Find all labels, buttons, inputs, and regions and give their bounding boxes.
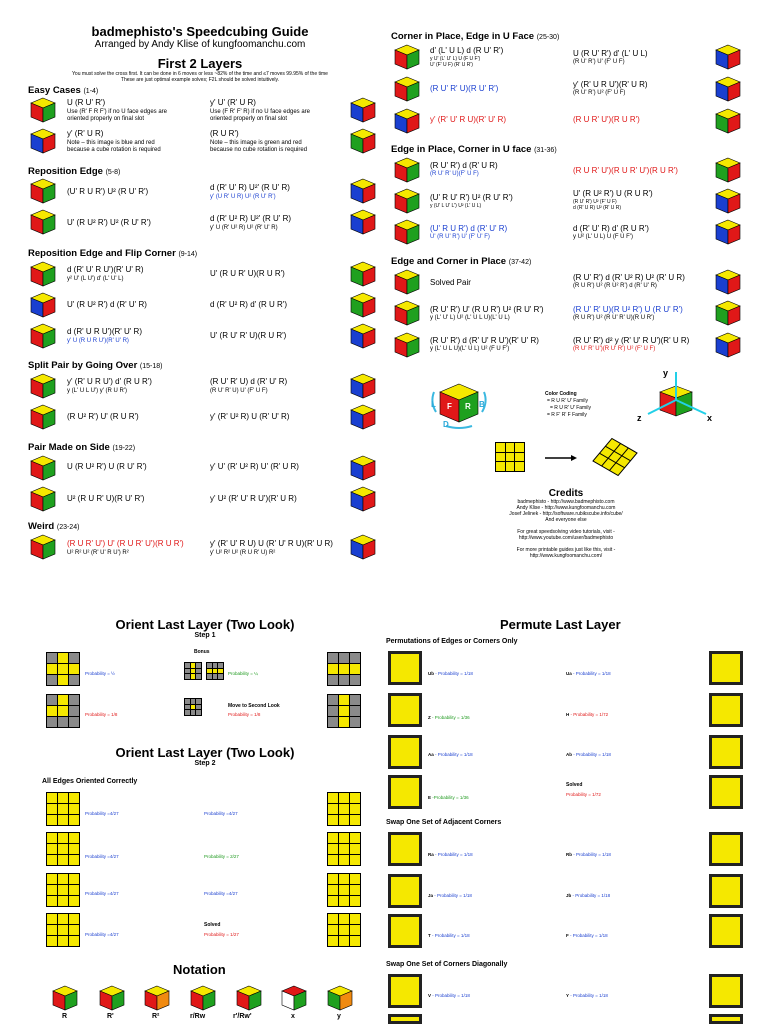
pll-e-diagram — [388, 775, 422, 809]
notation-rw-label: r/Rw — [190, 1013, 206, 1020]
guide-subtitle: Arranged by Andy Klise of kungfoomanchu.com — [94, 39, 306, 50]
f2l-case-23-cube-icon — [30, 534, 56, 560]
case-40-alg: (R U' R' U)(R U² R') U (R U' R') — [573, 305, 683, 314]
pll-ab-prob: - Probability = 1/18 — [573, 752, 611, 757]
pair-side-heading — [28, 442, 135, 453]
case-4-note-2: because no cube rotation is required — [210, 147, 308, 153]
pll-ua-row — [566, 671, 611, 676]
pll-rb-prob: - Probability = 1/18 — [573, 852, 611, 857]
pll-solved-diagram — [709, 775, 743, 809]
oll1-prob-2: Probability = ¼ — [228, 671, 258, 676]
pll-z-prob: - Probability = 1/36 — [432, 715, 470, 720]
f2l-case-26-cube-icon — [715, 44, 741, 70]
oll1-case-4-diagram — [327, 694, 361, 728]
pll-t-prob: - Probability = 1/18 — [432, 933, 470, 938]
case-16-alg: (R U' R' U) d (R' U' R) — [210, 377, 288, 386]
bonus-case-1-diagram — [184, 662, 202, 680]
case-34-alt-2: d (R' U R) U² (R' U R) — [573, 205, 622, 211]
pll-f-diagram — [709, 914, 743, 948]
f2l-case-27-cube-icon — [394, 76, 420, 102]
oll1-prob-1: Probability = ½ — [85, 671, 115, 676]
f2l-case-11-cube-icon — [30, 292, 56, 318]
f2l-case-40-cube-icon — [715, 300, 741, 326]
case-1-note-2: oriented properly on final slot — [67, 116, 145, 122]
case-26-alg: U (R U' R') d' (L' U L) — [573, 49, 648, 58]
f2l-case-2-cube-icon — [350, 97, 376, 123]
case-16-alt: (R U' R' U) U' (F' U F) — [210, 388, 268, 394]
pll-ra-diagram — [388, 832, 422, 866]
case-17-alg: (R U² R') U' (R U R') — [67, 412, 139, 421]
f2l-case-19-cube-icon — [30, 455, 56, 481]
case-5-alg: (U' R U R') U² (R U' R') — [67, 187, 149, 196]
pll-ua-diagram — [709, 651, 743, 685]
pll-ra-prob: - Probability = 1/18 — [435, 852, 473, 857]
heading-range: (5-8) — [105, 169, 121, 176]
case-36-alg: d (R' U' R) d' (R U R') — [573, 224, 649, 233]
case-7-alg: U' (R U² R') U² (R U' R') — [67, 218, 151, 227]
easy-cases-heading — [28, 85, 98, 96]
pll-h-row — [566, 712, 608, 717]
oll1-title: Orient Last Layer (Two Look) — [115, 617, 295, 632]
heading-range: (23-24) — [56, 524, 80, 531]
f2l-case-28-cube-icon — [715, 76, 741, 102]
pll-v-name: V — [428, 993, 432, 998]
oll2-prob-solved: Probability = 1/27 — [204, 932, 239, 937]
case-38-alt: (R U R') U² (R U² R') d (R' U' R) — [573, 283, 657, 289]
notation-r-cube-icon — [52, 985, 78, 1011]
f2l-case-14-cube-icon — [350, 323, 376, 349]
f2l-case-4-cube-icon — [350, 128, 376, 154]
oll2-prob-1: Probability =4/27 — [85, 811, 119, 816]
case-10-alg: U' (R U R' U)(R U R') — [210, 269, 285, 278]
corner-place-heading — [391, 31, 559, 42]
f2l-case-33-cube-icon — [394, 188, 420, 214]
oll2-prob-6: Probability =4/27 — [204, 891, 238, 896]
f2l-case-7-cube-icon — [30, 209, 56, 235]
face-r-label: R — [465, 402, 471, 411]
credit-josef: Josef Jelinek - http://software.rubikscube.info/cube/ — [509, 511, 623, 517]
pll-v-row — [428, 993, 470, 998]
pll-ub-row — [428, 671, 473, 676]
case-31-alt: (R U' R' U)(F' U F) — [430, 171, 479, 177]
pll-jb-diagram — [709, 874, 743, 908]
heading-text: Easy Cases — [28, 85, 81, 96]
heading-text: Edge in Place, Corner in U face — [391, 144, 532, 155]
right-arrow-icon — [545, 454, 577, 462]
heading-text: Reposition Edge and Flip Corner — [28, 248, 176, 259]
case-26-alt: (R U' R') U' (F' U F) — [573, 59, 625, 65]
oll1-step: Step 1 — [194, 632, 216, 639]
pll-ra-name: Ra — [428, 852, 434, 857]
pll-jb-row — [566, 893, 610, 898]
pll-z-diagram — [388, 693, 422, 727]
credit-guides-2: http://www.kungfoomanchu.com/ — [529, 553, 603, 559]
f2l-case-6-cube-icon — [350, 178, 376, 204]
f2l-case-22-cube-icon — [350, 486, 376, 512]
case-32-alg: (R U R' U')(R U R' U')(R U R') — [573, 166, 678, 175]
case-11-alg: U' (R U² R') d (R' U' R) — [67, 300, 147, 309]
case-2-alg: y' U' (R' U R) — [210, 98, 256, 107]
heading-text: Pair Made on Side — [28, 442, 110, 453]
case-13-alt: y' U (R U R U')(R' U' R) — [67, 338, 129, 344]
f2l-case-20-cube-icon — [350, 455, 376, 481]
notation-r-prime-cube-icon — [99, 985, 125, 1011]
weird-heading — [28, 521, 79, 532]
oll1-case-3-diagram — [46, 694, 80, 728]
f2l-case-9-cube-icon — [30, 261, 56, 287]
pll-f-name: F — [566, 933, 569, 938]
pll-y-row — [566, 993, 608, 998]
f2l-case-15-cube-icon — [30, 373, 56, 399]
pll-jb-name: Jb — [566, 893, 572, 898]
case-42-alg: (R U' R') d² y (R' U' R U')(R' U R) — [573, 336, 690, 345]
case-6-alg: d (R' U' R) U²' (R U' R) — [210, 183, 290, 192]
pll-rb-diagram — [709, 832, 743, 866]
case-28-alg: y' (R' U R U')(R' U R) — [573, 80, 648, 89]
reposition-flip-heading — [28, 248, 197, 259]
heading-range: (25-30) — [536, 34, 560, 41]
heading-range: (15-18) — [139, 363, 163, 370]
case-41-alg: (R U' R') d (R' U' R U')(R' U' R) — [430, 336, 539, 345]
f2l-case-35-cube-icon — [394, 219, 420, 245]
case-21-alg: U² (R U R' U)(R U' R') — [67, 494, 145, 503]
guide-title: badmephisto's Speedcubing Guide — [91, 24, 309, 39]
oll2-solved-label: Solved — [204, 922, 221, 928]
case-20-alg: y' U' (R' U² R) U' (R' U R) — [210, 462, 299, 471]
case-41-alt: y (L' U L U)(L' U L) U² (F U F') — [430, 346, 510, 352]
case-4-alg: (R U R') — [210, 129, 239, 138]
oll2-sune-diagram — [46, 792, 80, 826]
heading-text: Split Pair by Going Over — [28, 360, 138, 371]
color-coding-title: Color Coding — [545, 391, 577, 397]
oll2-h-diagram — [46, 832, 80, 866]
case-9-alg: d (R' U' R U')(R' U' R) — [67, 265, 144, 274]
notation-x-label: x — [291, 1013, 295, 1020]
face-l-label: L — [431, 400, 436, 409]
oll1-case-2-diagram — [327, 652, 361, 686]
axis-y-label: y — [663, 368, 669, 378]
credits-block — [480, 488, 652, 559]
f2l-case-8-cube-icon — [350, 209, 376, 235]
pll-title: Permute Last Layer — [500, 617, 621, 632]
pll-ab-name: Ab — [566, 752, 572, 757]
case-3-note-1: Note – this image is blue and red — [67, 140, 155, 146]
pll-aa-diagram — [388, 735, 422, 769]
face-f-label: F — [447, 402, 452, 411]
case-3-alg: y' (R' U R) — [67, 129, 104, 138]
pll-aa-name: Aa — [428, 752, 434, 757]
pll-y-diagram — [709, 974, 743, 1008]
case-36-alt: y U² (L' U L) U (F U F') — [573, 234, 633, 240]
f2l-case-39-cube-icon — [394, 300, 420, 326]
bonus-label: Bonus — [194, 649, 210, 655]
f2l-case-38-cube-icon — [715, 269, 741, 295]
notation-r-prime-label: R' — [107, 1013, 114, 1020]
case-38-alg: (R U' R') d (R' U² R) U² (R' U R) — [573, 273, 685, 282]
notation-rw-prime-cube-icon — [236, 985, 262, 1011]
case-34-alg: U' (R U² R') U (R U R') — [573, 189, 653, 198]
pll-aa-prob: - Probability = 1/18 — [435, 752, 473, 757]
f2l-case-21-cube-icon — [30, 486, 56, 512]
pll-ra-row — [428, 852, 473, 857]
pll-subtitle-2: Swap One Set of Adjacent Corners — [386, 819, 502, 826]
case-25-alg: d' (L' U L) d (R U' R') — [430, 46, 504, 55]
oll2-antisune-diagram — [327, 792, 361, 826]
pll-ja-diagram — [388, 874, 422, 908]
f2l-case-10-cube-icon — [350, 261, 376, 287]
pll-subtitle-3: Swap One Set of Corners Diagonally — [386, 961, 508, 968]
f2l-case-37-cube-icon — [394, 269, 420, 295]
oll1-prob-3: Probability = 1/8 — [85, 712, 118, 717]
case-1-note-1: Use (R' F R F') if no U face edges are — [67, 109, 167, 115]
pll-t-diagram — [388, 914, 422, 948]
case-23-alg: (R U R' U') U' (R U R' U')(R U R') — [67, 539, 184, 548]
oll2-prob-5: Probability =4/27 — [85, 891, 119, 896]
case-15-alt: y (L' U L U') y' (R U R') — [67, 388, 128, 394]
axis-x-label: x — [707, 413, 713, 423]
pll-e-prob: -Probability = 1/36 — [432, 795, 469, 800]
pll-solved-label: Solved — [566, 782, 583, 788]
pll-solved-prob: Probability = 1/72 — [566, 792, 601, 797]
case-33-alt: y (U' L U' L') U² (L' U L) — [430, 203, 482, 209]
f2l-case-17-cube-icon — [30, 404, 56, 430]
credit-guides-1: For more printable guides just like this, visit - — [516, 547, 616, 553]
f2l-case-18-cube-icon — [350, 404, 376, 430]
oll2-prob-4: Probability = 2/27 — [204, 854, 239, 859]
case-28-alt: (R U' R') U² (F' U F) — [573, 90, 626, 96]
pll-t-row — [428, 933, 470, 938]
pll-t-name: T — [428, 933, 431, 938]
guide-header — [30, 24, 370, 83]
notation-y-cube-icon — [327, 985, 353, 1011]
f2l-case-13-cube-icon — [30, 323, 56, 349]
case-42-alt: (R U' R' U')(R U' R') U² (F' U F) — [573, 346, 656, 352]
case-39-alg: (R U' R') U' (R U R') U² (R U' R') — [430, 305, 544, 314]
oll2-prob-7: Probability =4/27 — [85, 932, 119, 937]
oll2-header — [80, 745, 330, 767]
color-coding-3: = R F' R' F Family — [547, 412, 587, 418]
oll2-u-diagram — [46, 913, 80, 947]
top-face-diagram-flat — [495, 442, 525, 472]
heading-range: (31-36) — [534, 147, 557, 154]
case-22-alg: y' U² (R' U' R U')(R' U R) — [210, 494, 297, 503]
pll-e-name: E — [428, 795, 432, 800]
case-8-alt: y' U (R' U² R) U² (R' U' R) — [210, 225, 278, 231]
case-40-alt: (R U R') U² (R U' R' U)(R U R') — [573, 315, 655, 321]
notation-r2-cube-icon — [144, 985, 170, 1011]
pll-v-diagram — [388, 974, 422, 1008]
oll2-prob-3: Probability =4/27 — [85, 854, 119, 859]
oll2-pi-diagram — [327, 832, 361, 866]
pll-ub-diagram — [388, 651, 422, 685]
pll-h-prob: - Probability = 1/72 — [570, 712, 609, 717]
pll-ja-row — [428, 893, 472, 898]
pll-ub-name: Ub — [428, 671, 434, 676]
intro-line-1: You must solve the cross first. It can be done in 6 moves or less ~82% of the time and ≤7 moves 99.95% of the time — [72, 71, 328, 77]
case-4-note-1: Note – this image is green and red — [210, 140, 302, 146]
reposition-edge-heading — [28, 166, 120, 177]
pll-next-diagram-left — [388, 1014, 422, 1024]
f2l-case-30-cube-icon — [715, 108, 741, 134]
heading-range: (19-22) — [112, 445, 136, 452]
pll-e-row — [428, 795, 469, 800]
oll2-t-diagram — [327, 873, 361, 907]
case-13-alg: d (R' U R U')(R' U' R) — [67, 327, 142, 336]
heading-range: (1-4) — [83, 88, 99, 95]
pll-ja-prob: - Probability = 1/18 — [434, 893, 472, 898]
case-29-alg: y' (R' U' R U)(R' U' R) — [430, 115, 507, 124]
f2l-case-3-cube-icon — [30, 128, 56, 154]
case-37-label: Solved Pair — [430, 278, 471, 287]
case-35-alt: U' (R U' R') U' (F' U' F) — [430, 234, 490, 240]
case-24-alt: y' U² R² U² (R U R' U) R² — [210, 550, 276, 556]
case-34-alt-1: (R U' R') U² (F' U F) — [573, 199, 617, 205]
heading-range: (9-14) — [178, 251, 198, 258]
pll-jb-prob: - Probability = 1/18 — [572, 893, 611, 898]
axis-z-label: z — [637, 413, 642, 423]
pll-ua-prob: - Probability = 1/18 — [573, 671, 611, 676]
f2l-case-41-cube-icon — [394, 332, 420, 358]
pll-rb-row — [566, 852, 611, 857]
credits-title: Credits — [548, 488, 584, 499]
case-31-alg: (R U' R') d (R' U R) — [430, 161, 498, 170]
pll-ab-diagram — [709, 735, 743, 769]
oll1-prob-4: Probability = 1/8 — [228, 712, 261, 717]
pll-h-name: H — [566, 712, 570, 717]
notation-r2-label: R² — [152, 1013, 160, 1020]
pll-subtitle-1: Permutations of Edges or Corners Only — [386, 638, 518, 645]
pll-f-prob: - Probability = 1/18 — [570, 933, 608, 938]
oll2-prob-2: Probability =4/27 — [204, 811, 238, 816]
case-3-note-2: because a cube rotation is required — [67, 147, 161, 153]
case-2-note-2: oriented properly on final slot — [210, 116, 288, 122]
f2l-case-42-cube-icon — [715, 332, 741, 358]
case-9-alt: y² U' (L U') d' (L' U' L) — [67, 276, 124, 282]
edge-place-heading — [391, 144, 557, 155]
case-2-note-1: Use (F R' F' R) if no U face edges are — [210, 109, 310, 115]
pll-aa-row — [428, 752, 473, 757]
bonus-case-2-diagram — [206, 662, 224, 680]
oll2-step: Step 2 — [194, 760, 216, 767]
notation-r-label: R — [62, 1013, 68, 1020]
credit-video-1: For great speedsolving video tutorials, visit - — [517, 529, 615, 535]
case-25-alt-1: y U' (L' U' L) U (F U F') — [430, 56, 481, 62]
pll-f-row — [566, 933, 608, 938]
pll-ja-name: Ja — [428, 893, 434, 898]
case-12-alg: d (R' U² R) d' (R U R') — [210, 300, 288, 309]
oll1-header — [80, 617, 330, 639]
color-coding-1: = R U R' U' Family — [547, 398, 588, 404]
case-39-alt: y (L' U' L) U² (L' U L U)(L' U L) — [430, 315, 510, 321]
credit-everyone: And everyone else — [545, 517, 587, 523]
intro-line-2: These are just optimal example solves; F2L should be solved intuitively. — [120, 77, 280, 83]
pll-ub-prob: - Probability = 1/18 — [435, 671, 473, 676]
notation-y-label: y — [337, 1013, 341, 1020]
notation-rw-cube-icon — [190, 985, 216, 1011]
f2l-case-34-cube-icon — [715, 188, 741, 214]
heading-text: Weird — [28, 521, 55, 532]
f2l-case-32-cube-icon — [715, 157, 741, 183]
f2l-case-31-cube-icon — [394, 157, 420, 183]
f2l-case-1-cube-icon — [30, 97, 56, 123]
pll-h-diagram — [709, 693, 743, 727]
case-14-alg: U' (R U' R' U)(R U R') — [210, 331, 287, 340]
top-face-diagram-turned — [592, 438, 638, 476]
case-35-alg: (U' R U R') d (R' U' R) — [430, 224, 508, 233]
notation-title: Notation — [173, 962, 226, 977]
case-23-alt: U² R² U² (R' U' R U') R² — [67, 550, 129, 556]
pll-y-prob: - Probability = 1/18 — [570, 993, 608, 998]
heading-range: (37-42) — [508, 259, 532, 266]
case-15-alg: y' (R' U R U') d' (R U R') — [67, 377, 152, 386]
pll-v-prob: - Probability = 1/18 — [432, 993, 470, 998]
oll2-title: Orient Last Layer (Two Look) — [115, 745, 295, 760]
dot-case-diagram — [184, 698, 202, 716]
pll-next-diagram-right — [709, 1014, 743, 1024]
heading-text: Corner in Place, Edge in U Face — [391, 31, 535, 42]
heading-text: Reposition Edge — [28, 166, 103, 177]
f2l-case-24-cube-icon — [350, 534, 376, 560]
case-19-alg: U (R U² R') U (R U' R') — [67, 462, 147, 471]
case-1-alg: U (R U' R') — [67, 98, 106, 107]
case-30-alg: (R U R' U')(R U R') — [573, 115, 640, 124]
f2l-case-16-cube-icon — [350, 373, 376, 399]
case-27-alg: (R U' R' U)(R U' R') — [430, 84, 499, 93]
pll-rb-name: Rb — [566, 852, 572, 857]
notation-rw-prime-label: r'/Rw' — [233, 1013, 252, 1020]
case-6-alt: y' (U R' U R) U² (R U' R') — [210, 194, 276, 200]
case-25-alt-2: U' (F' U F) (R' U R') — [430, 62, 473, 68]
heading-text: Edge and Corner in Place — [391, 256, 507, 267]
oll2-l-diagram — [46, 873, 80, 907]
credit-andy: Andy Klise - http://www.kungfoomanchu.com — [516, 505, 616, 511]
f2l-case-25-cube-icon — [394, 44, 420, 70]
move-second-look: Move to Second Look — [228, 703, 280, 709]
notation-x-cube-icon — [281, 985, 307, 1011]
credit-badmephisto: badmephisto - http://www.badmephisto.com — [517, 499, 615, 505]
credit-video-2: http://www.youtube.com/user/badmephisto — [518, 535, 614, 541]
oll1-case-1-diagram — [46, 652, 80, 686]
f2l-case-5-cube-icon — [30, 178, 56, 204]
section-title-f2l: First 2 Layers — [157, 56, 243, 71]
pll-z-row — [428, 715, 470, 720]
case-8-alg: d (R' U² R) U²' (R U' R) — [210, 214, 292, 223]
split-pair-heading — [28, 360, 163, 371]
case-18-alg: y' (R' U² R) U (R' U' R) — [210, 412, 290, 421]
oll2-solved-diagram — [327, 913, 361, 947]
edge-corner-heading — [391, 256, 531, 267]
pll-ab-row — [566, 752, 611, 757]
f2l-case-12-cube-icon — [350, 292, 376, 318]
face-b-label: B — [479, 400, 485, 409]
pll-ua-name: Ua — [566, 671, 572, 676]
f2l-case-29-cube-icon — [394, 108, 420, 134]
color-coding-2: = R U R' U' Family — [550, 405, 591, 411]
face-d-label: D — [443, 420, 449, 429]
case-33-alg: (U' R U' R') U² (R U' R') — [430, 193, 513, 202]
pll-z-name: Z — [428, 715, 431, 720]
pll-y-name: Y — [566, 993, 570, 998]
case-24-alg: y' (R' U' R U) U (R' U' R U)(R' U R) — [210, 539, 333, 548]
f2l-case-36-cube-icon — [715, 219, 741, 245]
oll2-subtitle: All Edges Oriented Correctly — [42, 778, 138, 785]
